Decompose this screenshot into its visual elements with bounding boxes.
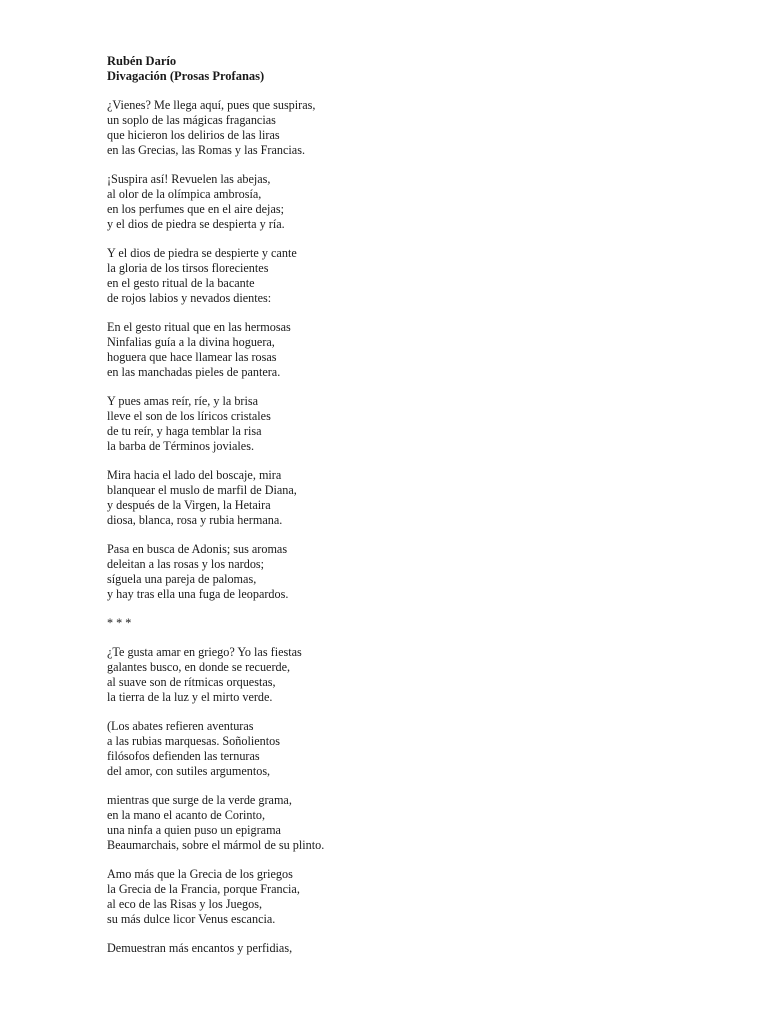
stanza [107, 542, 707, 602]
verse-line: la gloria de los tirsos florecientes [107, 261, 269, 275]
verse-line: y el dios de piedra se despierta y ría. [107, 217, 285, 231]
stanza [107, 320, 707, 380]
verse-line: en la mano el acanto de Corinto, [107, 808, 266, 822]
stanza [107, 172, 707, 232]
verse-line: a las rubias marquesas. Soñolientos [107, 734, 280, 748]
verse-line: de tu reír, y haga temblar la risa [107, 424, 262, 438]
poem-title: Divagación (Prosas Profanas) [107, 69, 265, 83]
verse-line: la barba de Términos joviales. [107, 439, 254, 453]
verse-line: deleitan a las rosas y los nardos; [107, 557, 265, 571]
stanza [107, 246, 707, 306]
verse-line: Demuestran más encantos y perfidias, [107, 941, 293, 955]
poem-part-2 [107, 645, 707, 956]
poem-part-1 [107, 98, 707, 602]
verse-line: en el gesto ritual de la bacante [107, 276, 255, 290]
stanza [107, 719, 707, 779]
verse-line: en las Grecias, las Romas y las Francias. [107, 143, 305, 157]
stanza [107, 468, 707, 528]
verse-line: hoguera que hace llamear las rosas [107, 350, 277, 364]
stanza [107, 867, 707, 927]
verse-line: y hay tras ella una fuga de leopardos. [107, 587, 289, 601]
verse-line: la tierra de la luz y el mirto verde. [107, 690, 273, 704]
verse-line: Pasa en busca de Adonis; sus aromas [107, 542, 288, 556]
author-name: Rubén Darío [107, 54, 177, 68]
verse-line: ¿Vienes? Me llega aquí, pues que suspiras, [107, 98, 316, 112]
section-separator: * * * [107, 616, 132, 630]
verse-line: del amor, con sutiles argumentos, [107, 764, 271, 778]
verse-line: En el gesto ritual que en las hermosas [107, 320, 291, 334]
stanza [107, 394, 707, 454]
verse-line: Mira hacia el lado del boscaje, mira [107, 468, 282, 482]
verse-line: una ninfa a quien puso un epigrama [107, 823, 281, 837]
verse-line: Y el dios de piedra se despierte y cante [107, 246, 297, 260]
verse-line: lleve el son de los líricos cristales [107, 409, 271, 423]
verse-line: filósofos defienden las ternuras [107, 749, 260, 763]
verse-line: de rojos labios y nevados dientes: [107, 291, 272, 305]
stanza [107, 645, 707, 705]
verse-line: galantes busco, en donde se recuerde, [107, 660, 291, 674]
document-header [107, 54, 707, 84]
verse-line: en las manchadas pieles de pantera. [107, 365, 281, 379]
verse-line: al olor de la olímpica ambrosía, [107, 187, 262, 201]
verse-line: que hicieron los delirios de las liras [107, 128, 280, 142]
verse-line: al eco de las Risas y los Juegos, [107, 897, 263, 911]
verse-line: y después de la Virgen, la Hetaira [107, 498, 271, 512]
verse-line: síguela una pareja de palomas, [107, 572, 257, 586]
verse-line: mientras que surge de la verde grama, [107, 793, 292, 807]
verse-line: Amo más que la Grecia de los griegos [107, 867, 293, 881]
verse-line: ¡Suspira así! Revuelen las abejas, [107, 172, 271, 186]
verse-line: Y pues amas reír, ríe, y la brisa [107, 394, 259, 408]
verse-line: (Los abates refieren aventuras [107, 719, 254, 733]
verse-line: ¿Te gusta amar en griego? Yo las fiestas [107, 645, 302, 659]
verse-line: diosa, blanca, rosa y rubia hermana. [107, 513, 283, 527]
stanza [107, 98, 707, 158]
verse-line: Beaumarchais, sobre el mármol de su plinto. [107, 838, 325, 852]
verse-line: su más dulce licor Venus escancia. [107, 912, 276, 926]
stanza [107, 793, 707, 853]
document-page [107, 54, 707, 956]
verse-line: en los perfumes que en el aire dejas; [107, 202, 284, 216]
verse-line: Ninfalias guía a la divina hoguera, [107, 335, 275, 349]
verse-line: la Grecia de la Francia, porque Francia, [107, 882, 300, 896]
stanza [107, 941, 707, 956]
verse-line: al suave son de rítmicas orquestas, [107, 675, 276, 689]
verse-line: un soplo de las mágicas fragancias [107, 113, 276, 127]
verse-line: blanquear el muslo de marfil de Diana, [107, 483, 297, 497]
